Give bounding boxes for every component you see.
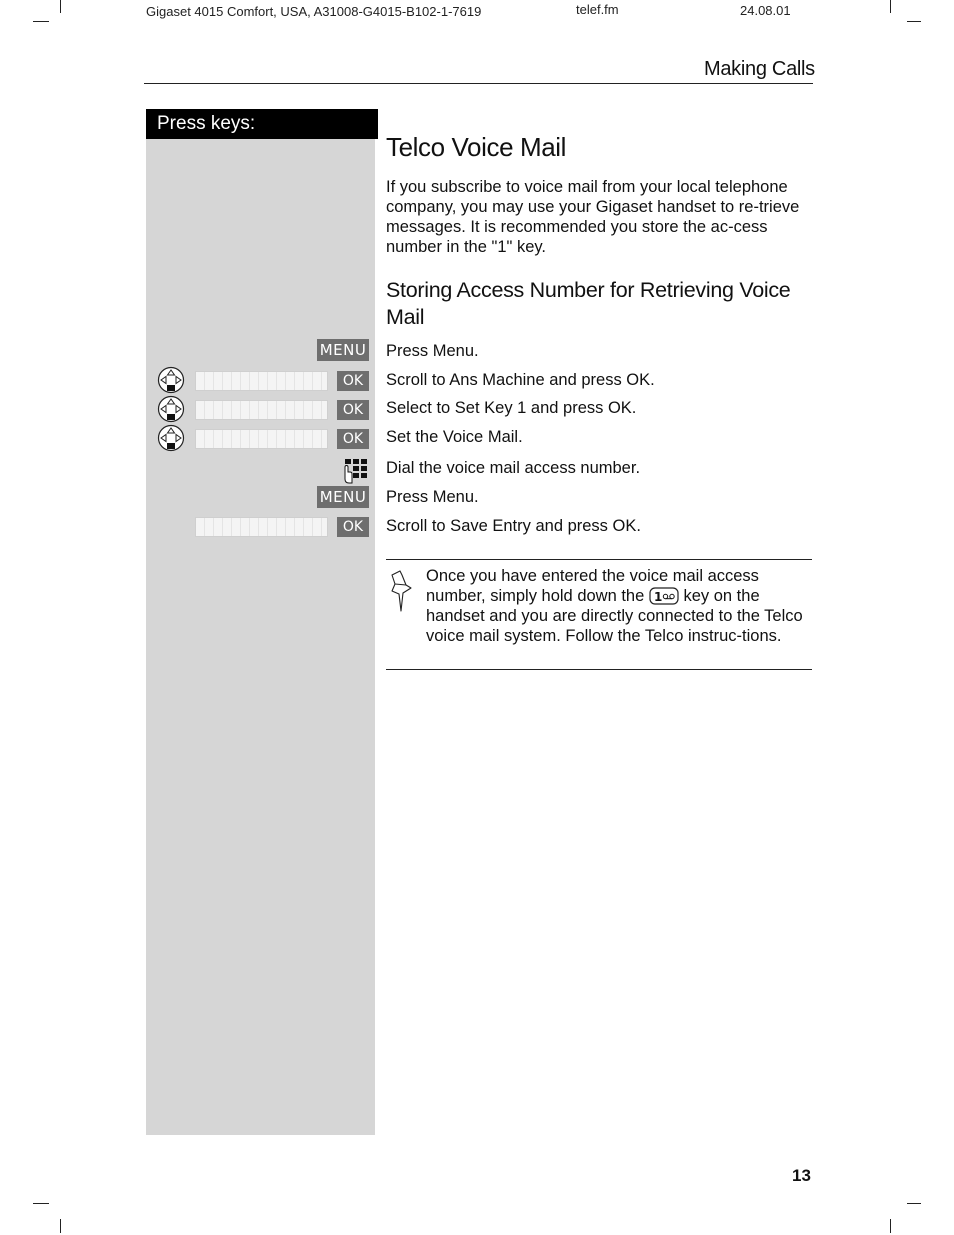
step-text: Scroll to Ans Machine and press OK.: [386, 371, 655, 389]
navigation-key-icon: [157, 366, 185, 394]
note-text: [426, 566, 816, 646]
keypad-icon: [341, 457, 369, 485]
note-text-after: key on the handset and you are directly connected to the Telco voice mail system. Follow the Telco instruc-tions.: [426, 587, 803, 645]
step-text: Scroll to Save Entry and press OK.: [386, 517, 641, 535]
menu-key-icon: MENU: [317, 339, 369, 361]
header-rule: [144, 83, 813, 84]
navigation-key-icon: [157, 424, 185, 452]
key-1-voicemail-icon: [649, 587, 679, 605]
keys-column: [146, 139, 375, 1135]
page-title: Telco Voice Mail: [386, 132, 567, 162]
crop-mark: [60, 1219, 61, 1233]
display-field: [195, 517, 328, 537]
step-text: Select to Set Key 1 and press OK.: [386, 399, 637, 417]
step-text: Set the Voice Mail.: [386, 428, 523, 446]
keys-heading-label: Press keys:: [157, 113, 256, 134]
document-id: Gigaset 4015 Comfort, USA, A31008-G4015-B102-1-7619: [146, 4, 482, 19]
crop-mark: [907, 1203, 921, 1204]
crop-mark: [890, 1219, 891, 1233]
page-number: 13: [792, 1166, 811, 1185]
step-text: Dial the voice mail access number.: [386, 459, 641, 477]
ok-key-icon: OK: [337, 517, 369, 537]
display-field: [195, 429, 328, 449]
pushpin-icon: [389, 569, 415, 613]
step-text: Press Menu.: [386, 342, 479, 360]
ok-key-icon: OK: [337, 400, 369, 420]
intro-paragraph: If you subscribe to voice mail from your local telephone company, you may use your Gigaset handset to re-trieve messages. It is recommended you store the ac-cess number in the "1" key.: [386, 178, 800, 256]
crop-mark: [33, 1203, 49, 1204]
section-title: Making Calls: [704, 58, 815, 80]
note-top-rule: [386, 559, 812, 560]
note-bottom-rule: [386, 669, 812, 670]
step-text: Press Menu.: [386, 488, 479, 506]
ok-key-icon: OK: [337, 429, 369, 449]
note-text-before: Once you have entered the voice mail access number, simply hold down the: [426, 567, 759, 605]
display-field: [195, 371, 328, 391]
ok-key-icon: OK: [337, 371, 369, 391]
display-field: [195, 400, 328, 420]
svg-text:1: 1: [653, 590, 663, 604]
subsection-title: Storing Access Number for Retrieving Voice Mail: [386, 278, 791, 329]
filename: telef.fm: [576, 2, 619, 17]
crop-mark: [60, 0, 61, 13]
menu-key-icon: MENU: [317, 486, 369, 508]
crop-mark: [33, 21, 49, 22]
crop-mark: [907, 21, 921, 22]
keys-column-heading: [146, 109, 378, 139]
crop-mark: [890, 0, 891, 13]
navigation-key-icon: [157, 395, 185, 423]
date: 24.08.01: [740, 3, 791, 18]
